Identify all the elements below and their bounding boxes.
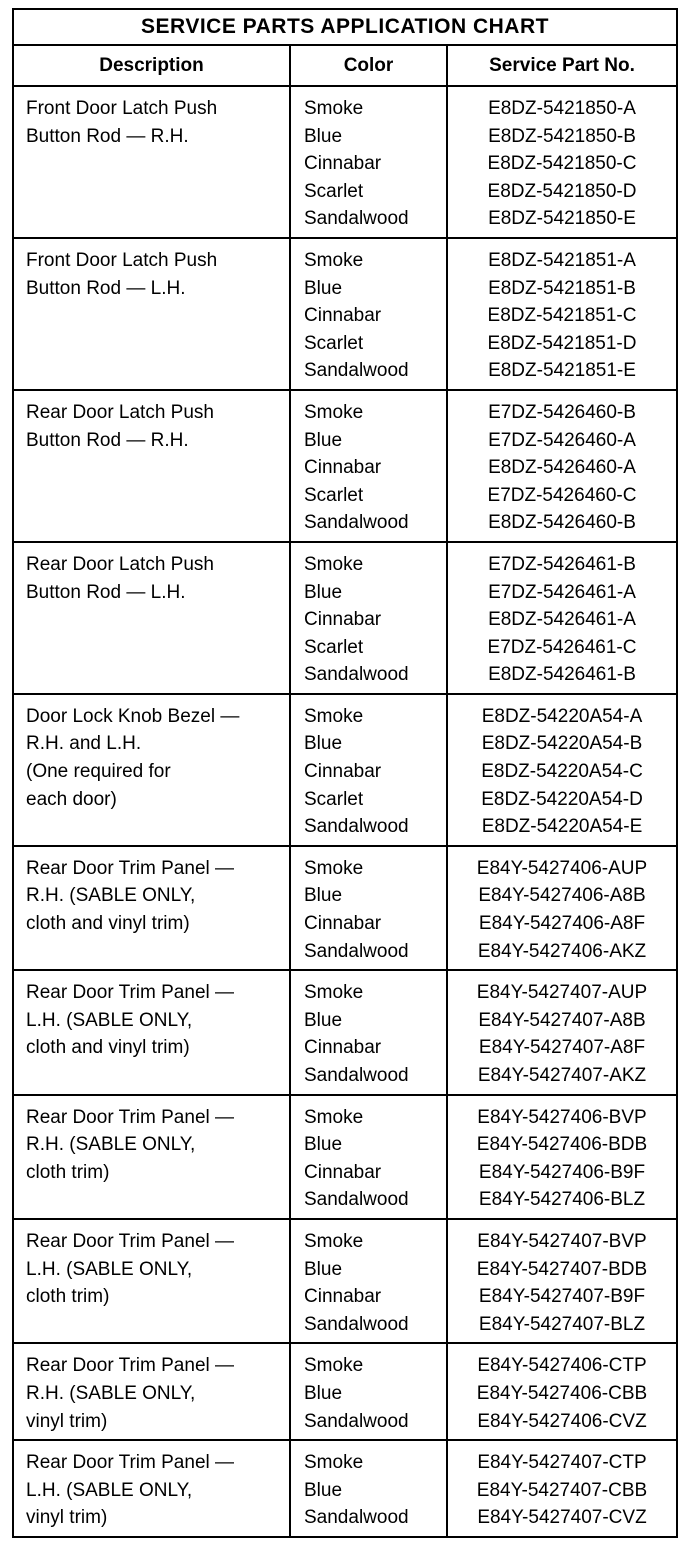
description-line: Button Rod — L.H. xyxy=(26,581,186,603)
color-value: Sandalwood xyxy=(304,664,409,686)
color-value: Blue xyxy=(304,581,343,603)
part-number: E84Y-5427407-B9F xyxy=(478,1286,646,1308)
part-number: E84Y-5427407-CBB xyxy=(476,1479,648,1501)
description-line: Rear Door Latch Push xyxy=(26,553,214,575)
part-number: E84Y-5427407-A8B xyxy=(478,1009,646,1031)
color-value: Blue xyxy=(304,125,343,147)
part-number: E84Y-5427406-AUP xyxy=(476,857,648,879)
description-cell xyxy=(14,542,290,694)
part-number: E84Y-5427407-A8F xyxy=(478,1037,646,1059)
part-number: E84Y-5427406-BDB xyxy=(476,1134,648,1156)
color-value: Sandalwood xyxy=(304,1410,409,1432)
table-row xyxy=(14,542,676,694)
part-number: E8DZ-54220A54-C xyxy=(481,761,643,783)
table-row xyxy=(14,1343,676,1440)
color-cell xyxy=(290,238,447,390)
part-number: E8DZ-5421851-C xyxy=(487,305,637,327)
description-line: cloth trim) xyxy=(26,1161,110,1183)
service-parts-chart xyxy=(12,8,678,1538)
description-line: Button Rod — L.H. xyxy=(26,277,186,299)
part-number: E84Y-5427406-AKZ xyxy=(477,940,647,962)
part-number: E84Y-5427407-AUP xyxy=(476,982,648,1004)
color-value: Sandalwood xyxy=(304,940,409,962)
description-cell xyxy=(14,1343,290,1440)
color-value: Sandalwood xyxy=(304,1507,409,1529)
table-row xyxy=(14,86,676,238)
color-value: Blue xyxy=(304,429,343,451)
part-number-cell xyxy=(447,1440,676,1536)
description-line: vinyl trim) xyxy=(26,1410,108,1432)
part-number: E84Y-5427407-BLZ xyxy=(478,1313,646,1335)
part-number: E7DZ-5426461-C xyxy=(487,636,637,658)
color-value: Smoke xyxy=(304,553,364,575)
description-cell xyxy=(14,694,290,846)
color-value: Scarlet xyxy=(304,788,364,810)
table-row xyxy=(14,1219,676,1343)
description-line: Rear Door Trim Panel — xyxy=(26,982,235,1004)
part-number: E8DZ-5421850-B xyxy=(488,125,636,147)
color-value: Cinnabar xyxy=(304,457,382,479)
color-value: Blue xyxy=(304,1134,343,1156)
header-color: Color xyxy=(290,46,447,86)
color-value: Scarlet xyxy=(304,636,364,658)
description-cell xyxy=(14,1219,290,1343)
part-number: E84Y-5427407-AKZ xyxy=(477,1065,647,1086)
part-number: E7DZ-5426461-A xyxy=(488,581,636,603)
color-value: Cinnabar xyxy=(304,305,382,327)
part-number: E8DZ-5426461-B xyxy=(488,664,636,686)
part-number: E84Y-5427406-A8B xyxy=(478,885,646,907)
part-number: E7DZ-5426460-A xyxy=(488,429,636,451)
part-number-cell xyxy=(447,1095,676,1219)
part-number-cell xyxy=(447,846,676,970)
part-number: E84Y-5427406-BVP xyxy=(477,1106,647,1128)
header-row xyxy=(14,46,676,86)
color-cell xyxy=(290,1343,447,1440)
part-number: E84Y-5427406-CVZ xyxy=(477,1410,647,1432)
color-value: Smoke xyxy=(304,1106,364,1128)
color-value: Blue xyxy=(304,1258,343,1280)
description-cell xyxy=(14,1440,290,1536)
part-number: E8DZ-5426460-A xyxy=(488,457,636,479)
color-value: Smoke xyxy=(304,705,364,727)
description-cell xyxy=(14,238,290,390)
part-number: E84Y-5427406-A8F xyxy=(478,913,646,935)
description-line: L.H. (SABLE ONLY, xyxy=(26,1479,193,1501)
color-value: Cinnabar xyxy=(304,1286,382,1308)
description-cell xyxy=(14,86,290,238)
description-line: R.H. and L.H. xyxy=(26,733,142,755)
table-row xyxy=(14,694,676,846)
table-row xyxy=(14,1440,676,1536)
color-cell xyxy=(290,86,447,238)
description-line: R.H. (SABLE ONLY, xyxy=(26,1382,196,1404)
part-number-cell xyxy=(447,1343,676,1440)
part-number-cell xyxy=(447,970,676,1094)
description-line: L.H. (SABLE ONLY, xyxy=(26,1258,193,1280)
part-number: E8DZ-54220A54-B xyxy=(481,733,643,755)
part-number-cell xyxy=(447,1219,676,1343)
part-number-cell xyxy=(447,86,676,238)
description-line: Rear Door Trim Panel — xyxy=(26,1452,235,1474)
table-body xyxy=(14,86,676,1536)
description-line: Rear Door Trim Panel — xyxy=(26,1106,235,1128)
table-row xyxy=(14,238,676,390)
color-value: Blue xyxy=(304,1382,343,1404)
table-row xyxy=(14,970,676,1094)
description-cell xyxy=(14,1095,290,1219)
color-value: Scarlet xyxy=(304,484,364,506)
description-line: R.H. (SABLE ONLY, xyxy=(26,885,196,907)
color-value: Smoke xyxy=(304,401,364,423)
parts-table xyxy=(14,46,676,1536)
part-number: E84Y-5427407-BDB xyxy=(476,1258,648,1280)
description-line: cloth and vinyl trim) xyxy=(26,913,190,935)
description-line: Button Rod — R.H. xyxy=(26,429,189,451)
part-number: E8DZ-5421850-A xyxy=(488,98,636,119)
color-value: Sandalwood xyxy=(304,816,409,838)
color-value: Smoke xyxy=(304,249,364,271)
description-cell xyxy=(14,846,290,970)
color-cell xyxy=(290,1095,447,1219)
description-line: Rear Door Trim Panel — xyxy=(26,1355,235,1377)
part-number: E8DZ-54220A54-D xyxy=(481,788,643,810)
part-number: E8DZ-5421851-B xyxy=(488,277,636,299)
part-number-cell xyxy=(447,694,676,846)
color-value: Scarlet xyxy=(304,332,364,354)
color-value: Blue xyxy=(304,277,343,299)
part-number: E84Y-5427406-BLZ xyxy=(478,1189,646,1211)
color-cell xyxy=(290,970,447,1094)
part-number: E8DZ-5421851-D xyxy=(487,332,637,354)
description-line: L.H. (SABLE ONLY, xyxy=(26,1009,193,1031)
part-number: E8DZ-54220A54-A xyxy=(481,705,643,727)
color-value: Cinnabar xyxy=(304,1161,382,1183)
part-number-cell xyxy=(447,542,676,694)
part-number: E84Y-5427407-CTP xyxy=(477,1452,647,1474)
color-value: Cinnabar xyxy=(304,1037,382,1059)
color-cell xyxy=(290,542,447,694)
color-cell xyxy=(290,1440,447,1536)
color-cell xyxy=(290,846,447,970)
part-number: E84Y-5427406-B9F xyxy=(478,1161,646,1183)
color-value: Cinnabar xyxy=(304,609,382,631)
description-line: R.H. (SABLE ONLY, xyxy=(26,1134,196,1156)
chart-title: SERVICE PARTS APPLICATION CHART xyxy=(14,10,676,46)
color-value: Cinnabar xyxy=(304,153,382,175)
description-line: cloth and vinyl trim) xyxy=(26,1037,190,1059)
description-line: Rear Door Trim Panel — xyxy=(26,1230,235,1252)
color-value: Smoke xyxy=(304,982,364,1004)
part-number: E7DZ-5426461-B xyxy=(488,553,636,575)
description-line: cloth trim) xyxy=(26,1286,110,1308)
color-value: Smoke xyxy=(304,1230,364,1252)
color-value: Smoke xyxy=(304,1355,364,1377)
part-number: E84Y-5427406-CTP xyxy=(477,1355,647,1377)
color-value: Blue xyxy=(304,733,343,755)
part-number: E84Y-5427406-CBB xyxy=(476,1382,648,1404)
description-line: Button Rod — R.H. xyxy=(26,125,189,147)
color-value: Blue xyxy=(304,1009,343,1031)
part-number: E8DZ-5421850-D xyxy=(487,180,637,202)
part-number: E8DZ-5421850-C xyxy=(487,153,637,175)
color-cell xyxy=(290,694,447,846)
color-cell xyxy=(290,390,447,542)
color-value: Sandalwood xyxy=(304,1189,409,1211)
color-value: Sandalwood xyxy=(304,1313,409,1335)
color-value: Sandalwood xyxy=(304,360,409,382)
part-number: E8DZ-5421850-E xyxy=(488,208,636,230)
color-value: Sandalwood xyxy=(304,1065,409,1086)
description-line: (One required for xyxy=(26,761,171,783)
description-line: Rear Door Latch Push xyxy=(26,401,214,423)
color-value: Blue xyxy=(304,885,343,907)
part-number-cell xyxy=(447,238,676,390)
description-line: each door) xyxy=(26,788,117,810)
part-number: E8DZ-5426460-B xyxy=(488,512,636,534)
part-number: E8DZ-54220A54-E xyxy=(481,816,643,838)
color-value: Smoke xyxy=(304,98,364,119)
color-cell xyxy=(290,1219,447,1343)
header-description: Description xyxy=(14,46,290,86)
table-row xyxy=(14,390,676,542)
color-value: Cinnabar xyxy=(304,913,382,935)
part-number-cell xyxy=(447,390,676,542)
table-row xyxy=(14,846,676,970)
part-number: E84Y-5427407-CVZ xyxy=(477,1507,647,1529)
part-number: E7DZ-5426460-B xyxy=(488,401,636,423)
part-number: E84Y-5427407-BVP xyxy=(477,1230,647,1252)
color-value: Sandalwood xyxy=(304,208,409,230)
description-line: Front Door Latch Push xyxy=(26,249,218,271)
description-line: Door Lock Knob Bezel — xyxy=(26,705,240,727)
part-number: E8DZ-5421851-E xyxy=(488,360,636,382)
description-line: vinyl trim) xyxy=(26,1507,108,1529)
color-value: Sandalwood xyxy=(304,512,409,534)
header-service-part-no: Service Part No. xyxy=(447,46,676,86)
part-number: E8DZ-5426461-A xyxy=(488,609,636,631)
part-number: E7DZ-5426460-C xyxy=(487,484,637,506)
description-line: Front Door Latch Push xyxy=(26,98,218,119)
table-row xyxy=(14,1095,676,1219)
description-cell xyxy=(14,970,290,1094)
description-cell xyxy=(14,390,290,542)
part-number: E8DZ-5421851-A xyxy=(488,249,636,271)
color-value: Smoke xyxy=(304,857,364,879)
color-value: Scarlet xyxy=(304,180,364,202)
color-value: Smoke xyxy=(304,1452,364,1474)
color-value: Blue xyxy=(304,1479,343,1501)
color-value: Cinnabar xyxy=(304,761,382,783)
description-line: Rear Door Trim Panel — xyxy=(26,857,235,879)
